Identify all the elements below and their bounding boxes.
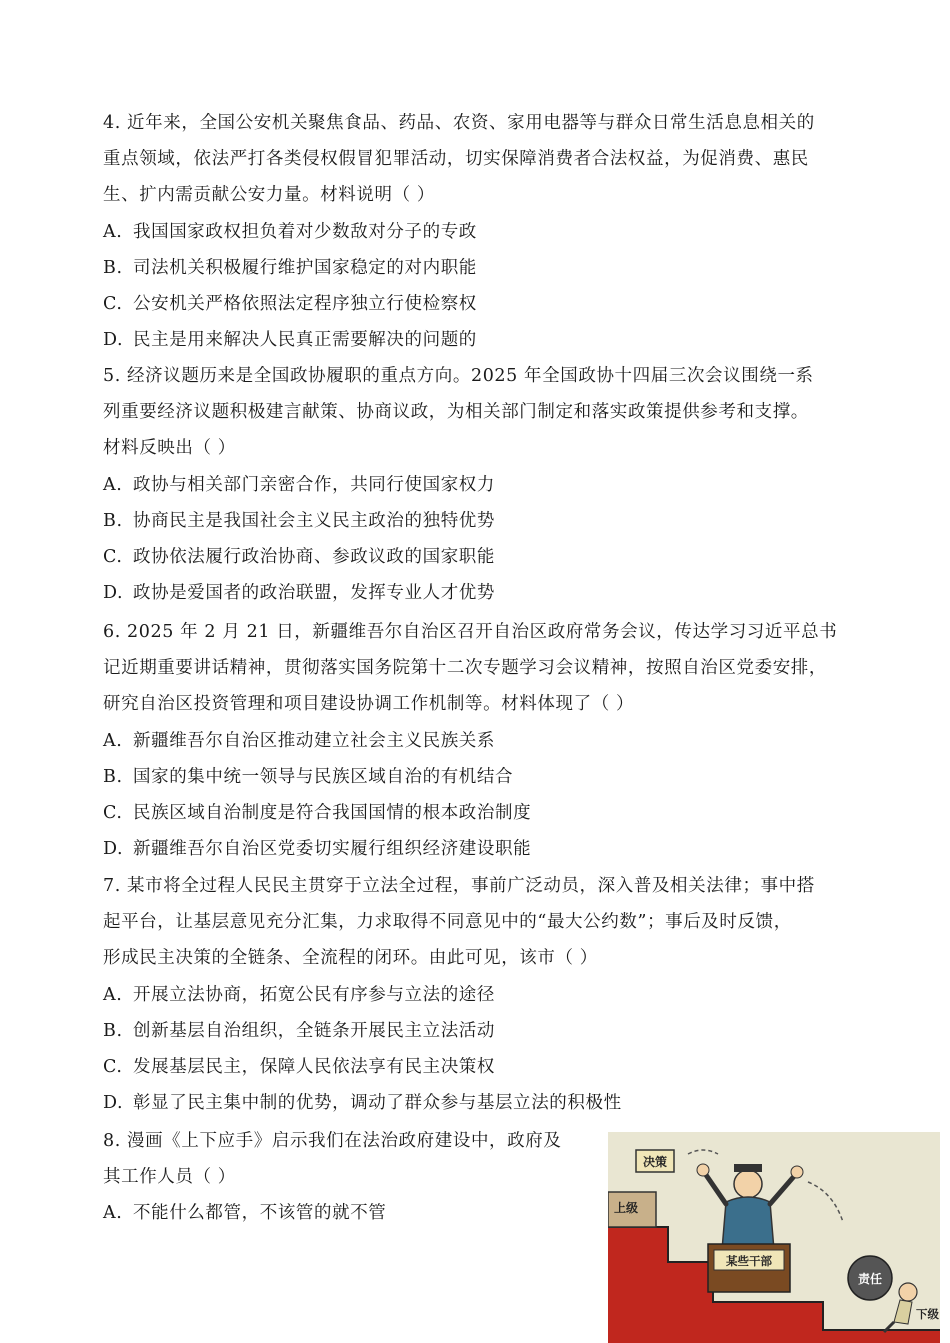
option-text: 新疆维吾尔自治区党委切实履行组织经济建设职能 (133, 839, 532, 860)
question-7-option[interactable] (103, 1055, 495, 1079)
question-7-stem-line: 起平台，让基层意见充分汇集，力求取得不同意见中的“最大公约数”；事后及时反馈， (103, 912, 792, 933)
option-text: 政协与相关部门亲密合作，共同行使国家权力 (133, 474, 495, 495)
question-6-stem-line: 6. 2025 年 2 月 21 日，新疆维吾尔自治区召开自治区政府常务会议，传达学习习近平总书 (103, 622, 838, 642)
question-4-option[interactable] (103, 328, 477, 352)
option-text: 开展立法协商，拓宽公民有序参与立法的途径 (133, 984, 495, 1005)
option-letter: C. (103, 1057, 123, 1077)
option-letter: B. (103, 257, 123, 278)
option-letter: B. (103, 1020, 123, 1041)
option-letter: A. (103, 221, 123, 242)
question-5-option[interactable] (103, 581, 495, 605)
question-4-option[interactable] (103, 292, 477, 316)
option-letter: A. (103, 730, 123, 751)
question-7-stem-line: 形成民主决策的全链条、全流程的闭环。由此可见，该市（ ） (103, 948, 598, 969)
option-text: 民主是用来解决人民真正需要解决的问题的 (133, 330, 477, 351)
label-responsibility: 责任 (857, 1272, 883, 1286)
option-text: 协商民主是我国社会主义民主政治的独特优势 (133, 510, 495, 531)
question-5-stem-line: 材料反映出（ ） (103, 438, 236, 459)
option-text: 政协是爱国者的政治联盟，发挥专业人才优势 (133, 583, 495, 604)
question-4-stem-line: 4. 近年来，全国公安机关聚焦食品、药品、农资、家用电器等与群众日常生活息息相关的 (103, 113, 815, 133)
option-text: 公安机关严格依照法定程序独立行使检察权 (133, 294, 477, 314)
option-text: 不能什么都管，不该管的就不管 (133, 1203, 387, 1224)
question-6-stem-line: 记近期重要讲话精神，贯彻落实国务院第十二次专题学习会议精神，按照自治区党委安排， (103, 658, 827, 679)
option-letter: C. (103, 294, 123, 314)
question-4-option[interactable] (103, 256, 477, 280)
question-7-option[interactable] (103, 1019, 495, 1043)
cadre-head (734, 1170, 762, 1198)
question-6-option[interactable] (103, 765, 513, 789)
question-7-option[interactable] (103, 1091, 622, 1115)
question-5-stem-line: 5. 经济议题历来是全国政协履职的重点方向。2025 年全国政协十四届三次会议围绕一系 (103, 366, 814, 386)
lower-person-head (899, 1283, 917, 1301)
option-letter: A. (103, 474, 123, 495)
option-text: 国家的集中统一领导与民族区域自治的有机结合 (133, 766, 514, 787)
option-letter: B. (103, 766, 123, 787)
question-4-option[interactable] (103, 220, 477, 244)
question-5-option[interactable] (103, 509, 495, 533)
option-letter: D. (103, 839, 124, 860)
cadre-body (722, 1197, 774, 1250)
question-8-option[interactable] (103, 1201, 386, 1225)
option-text: 政协依法履行政治协商、参政议政的国家职能 (133, 547, 495, 567)
option-text: 新疆维吾尔自治区推动建立社会主义民族关系 (133, 730, 495, 751)
option-text: 发展基层民主，保障人民依法享有民主决策权 (133, 1057, 495, 1077)
question-5-option[interactable] (103, 545, 495, 569)
label-decision: 决策 (642, 1155, 668, 1169)
option-text: 我国国家政权担负着对少数敌对分子的专政 (133, 221, 477, 242)
question-4-stem-line: 生、扩内需贡献公安力量。材料说明（ ） (103, 185, 435, 206)
question-5-option[interactable] (103, 473, 495, 497)
cartoon-image (608, 1132, 940, 1343)
label-upper: 上级 (614, 1201, 639, 1215)
question-7-option[interactable] (103, 983, 495, 1007)
question-6-option[interactable] (103, 837, 531, 861)
label-cadre: 某些干部 (726, 1254, 772, 1268)
option-text: 创新基层自治组织，全链条开展民主立法活动 (133, 1020, 495, 1041)
option-letter: B. (103, 510, 123, 531)
option-letter: D. (103, 583, 124, 604)
question-7-stem-line: 7. 某市将全过程人民民主贯穿于立法全过程，事前广泛动员，深入普及相关法律；事中搭 (103, 876, 815, 896)
option-text: 彰显了民主集中制的优势，调动了群众参与基层立法的积极性 (133, 1093, 622, 1114)
option-letter: A. (103, 984, 123, 1005)
question-8-stem-line: 其工作人员（ ） (103, 1167, 236, 1188)
option-letter: A. (103, 1203, 123, 1224)
option-letter: C. (103, 547, 123, 567)
option-text: 司法机关积极履行维护国家稳定的对内职能 (133, 257, 477, 278)
question-8-stem-line: 8. 漫画《上下应手》启示我们在法治政府建设中，政府及 (103, 1131, 562, 1151)
question-5-stem-line: 列重要经济议题积极建言献策、协商议政，为相关部门制定和落实政策提供参考和支撑。 (103, 402, 809, 423)
label-lower: 下级 (916, 1307, 939, 1321)
option-letter: D. (103, 330, 124, 351)
option-letter: D. (103, 1093, 124, 1114)
question-6-stem-line: 研究自治区投资管理和项目建设协调工作机制等。材料体现了（ ） (103, 694, 635, 715)
question-6-option[interactable] (103, 801, 531, 825)
option-letter: C. (103, 803, 123, 823)
question-6-option[interactable] (103, 729, 495, 753)
question-4-stem-line: 重点领域，依法严打各类侵权假冒犯罪活动，切实保障消费者合法权益，为促消费、惠民 (103, 149, 809, 170)
option-text: 民族区域自治制度是符合我国国情的根本政治制度 (133, 803, 532, 823)
